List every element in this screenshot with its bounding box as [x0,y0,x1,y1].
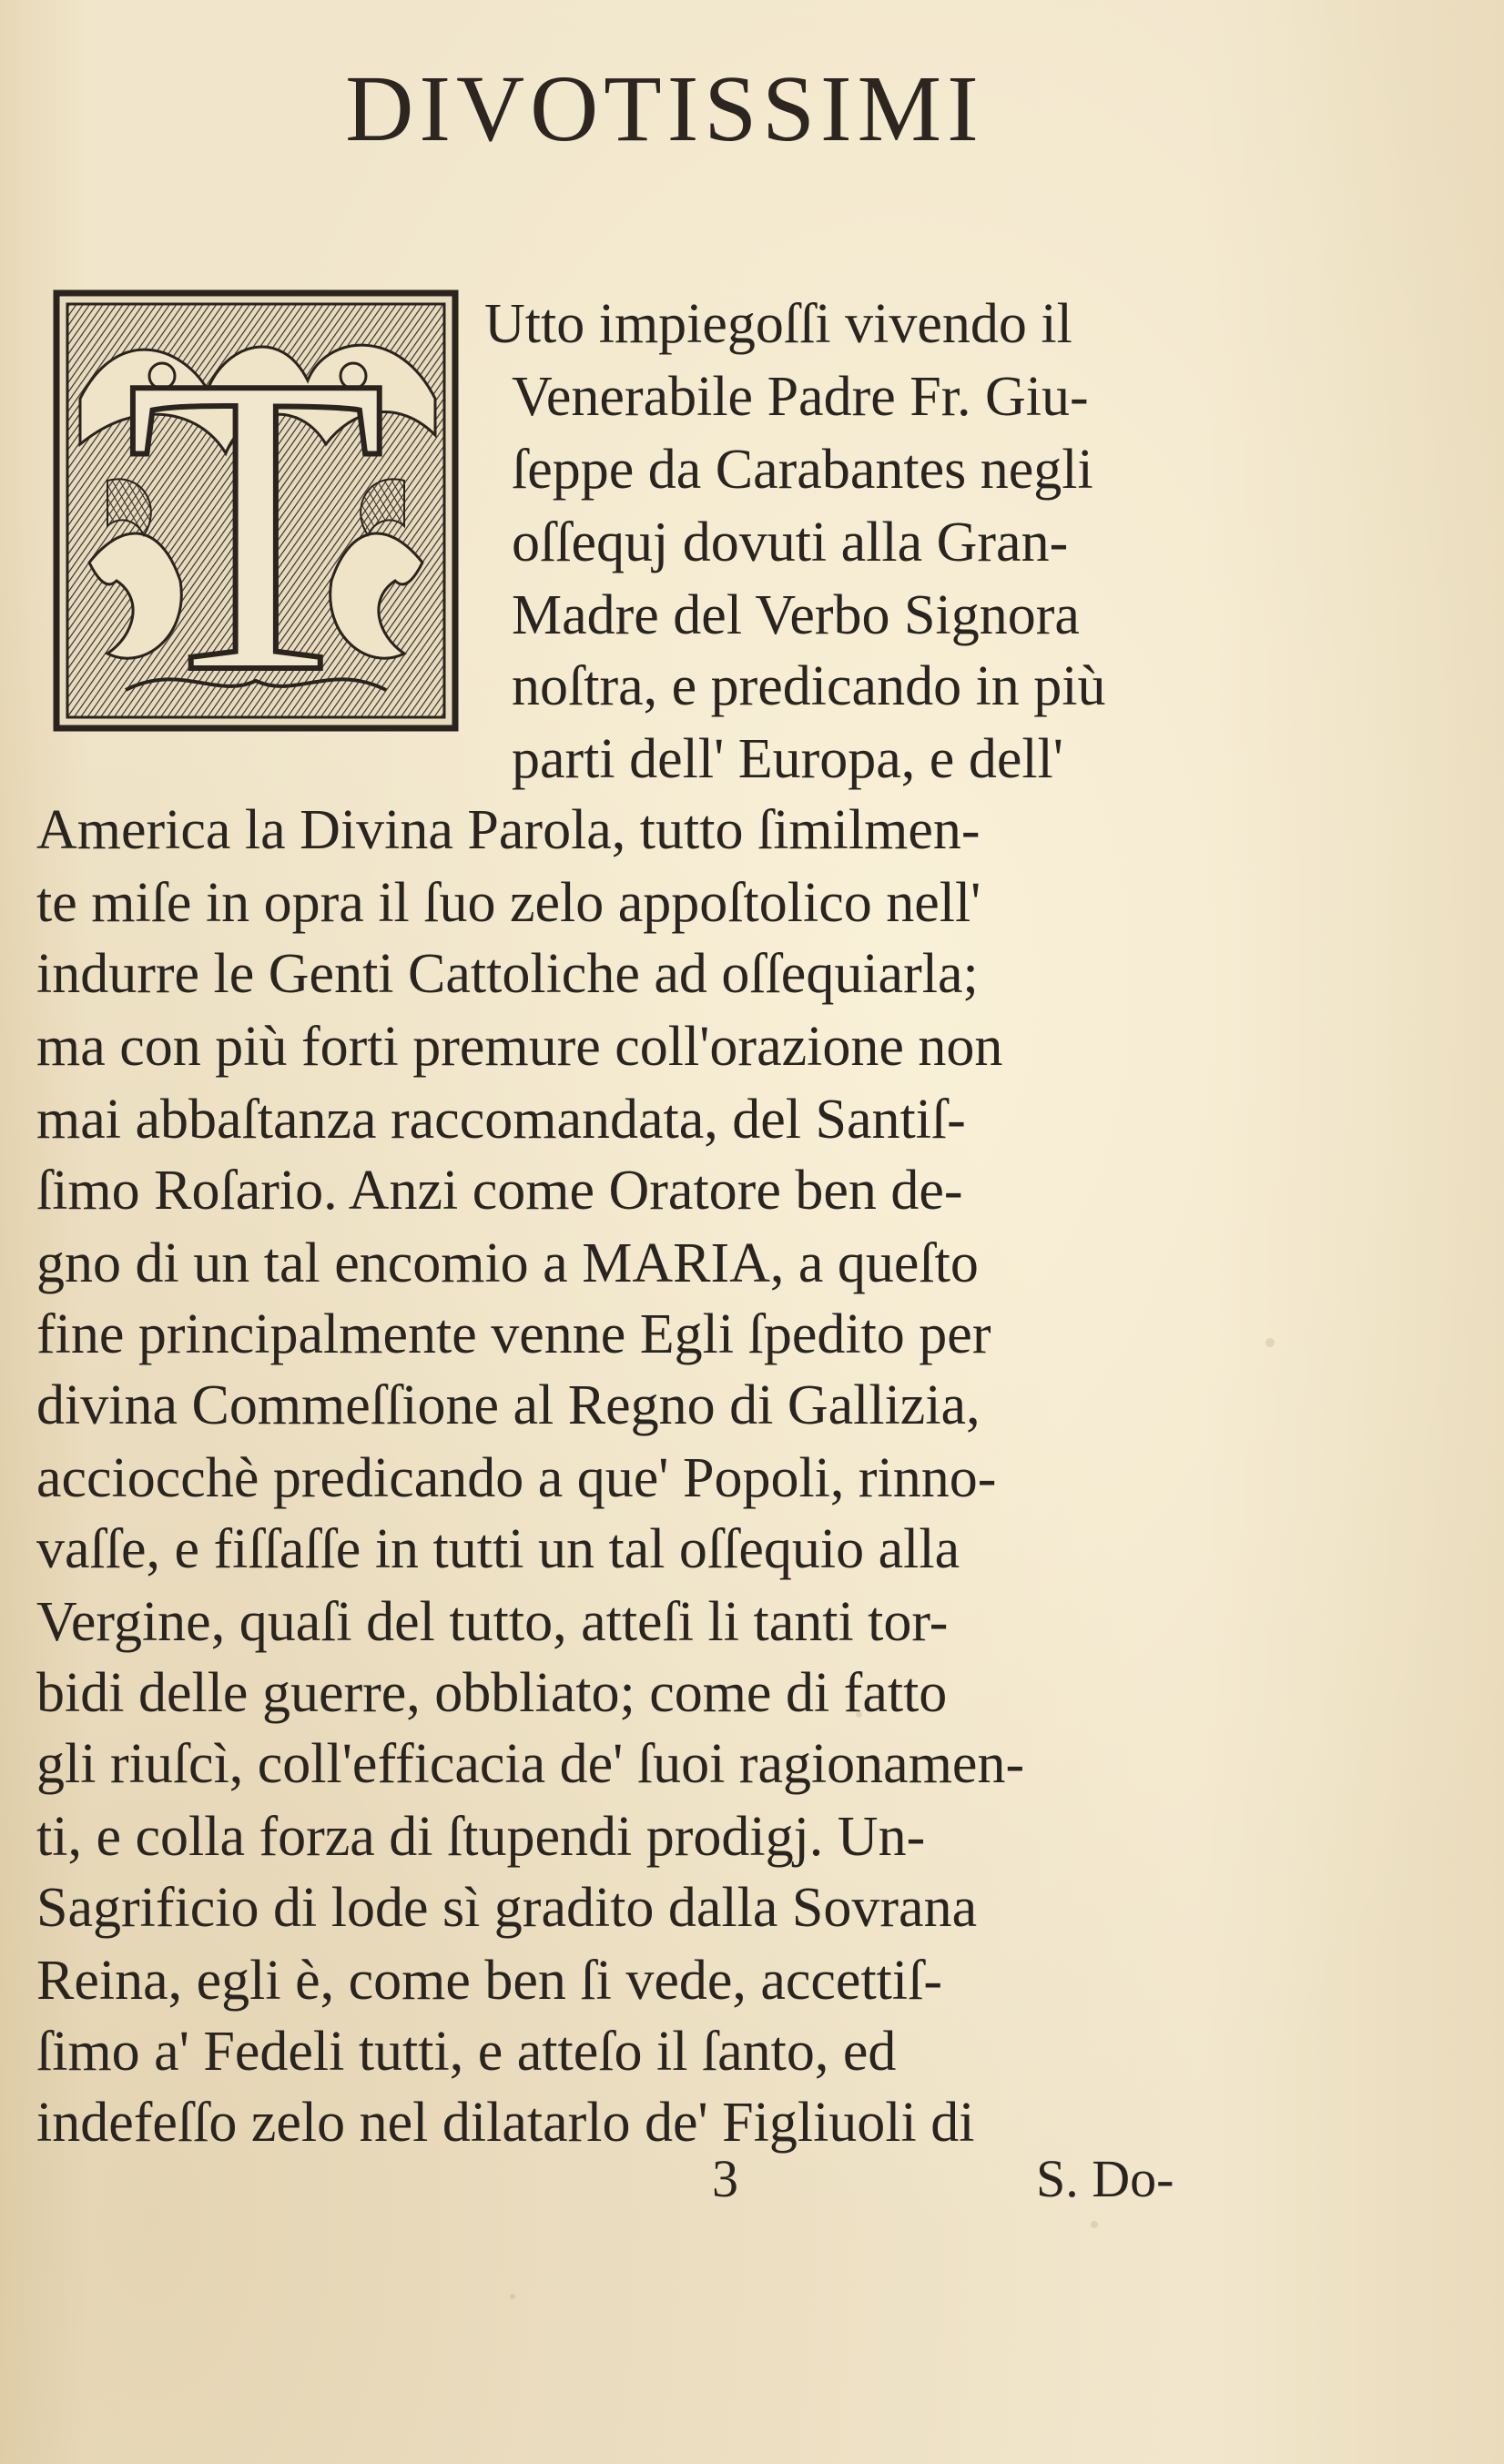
text-line: Utto impiegoſſi vivendo il [484,293,1072,355]
text-line: noſtra, e predicando in più [512,655,1106,717]
text-line: fine principalmente venne Egli ſpedito per [36,1303,991,1365]
page-footer [0,2148,1504,2230]
text-line: vaſſe, e fiſſaſſe in tutti un tal oſſequio alla [36,1518,960,1580]
text-line: oſſequj dovuti alla Gran- [512,512,1069,573]
text-line: ma con più forti premure coll'orazione non [36,1016,1003,1078]
foxing-spot [1265,1338,1275,1347]
text-line: acciocchè predicando a que' Popoli, rinno- [36,1447,997,1509]
text-line: mai abbaſtanza raccomandata, del Santiſ- [36,1089,966,1151]
text-line: ſeppe da Carabantes negli [512,439,1093,501]
text-line: bidi delle guerre, obbliato; come di fatto [36,1662,948,1724]
foxing-spot [510,2294,515,2299]
decorated-initial [53,287,459,761]
text-line: Vergine, quaſi del tutto, atteſi li tanti tor- [36,1591,949,1653]
text-line: America la Divina Parola, tutto ſimilmen- [36,799,981,861]
text-line: Reina, egli è, come ben ſi vede, accettiſ- [36,1950,942,2012]
text-line: divina Commeſſione al Regno di Gallizia, [36,1374,981,1436]
running-header: DIVOTISSIMI [345,56,984,161]
text-line: indefeſſo zelo nel dilatarlo de' Figliuoli di [36,2092,975,2154]
text-line: ti, e colla forza di ſtupendi prodigj. Un- [36,1806,926,1868]
drop-cap-letter: T [125,287,387,761]
catchword: S. Do- [1036,2149,1174,2208]
text-line: parti dell' Europa, e dell' [512,728,1063,790]
text-line: Madre del Verbo Signora [512,584,1080,646]
text-line: ſimo Roſario. Anzi come Oratore ben de- [36,1160,963,1222]
page-number: 3 [712,2149,738,2208]
text-line: gli riuſcì, coll'efficacia de' ſuoi ragionamen- [36,1733,1025,1795]
text-line: ſimo a' Fedeli tutti, e atteſo il ſanto, ed [36,2021,897,2083]
text-line: te miſe in opra il ſuo zelo appoſtolico nell' [36,872,981,934]
text-line: gno di un tal encomio a MARIA, a queſto [36,1232,979,1294]
text-line: indurre le Genti Cattoliche ad oſſequiarla; [36,943,979,1005]
text-line: Venerabile Padre Fr. Giu- [512,366,1089,428]
text-line: Sagrificio di lode sì gradito dalla Sovrana [36,1877,978,1939]
